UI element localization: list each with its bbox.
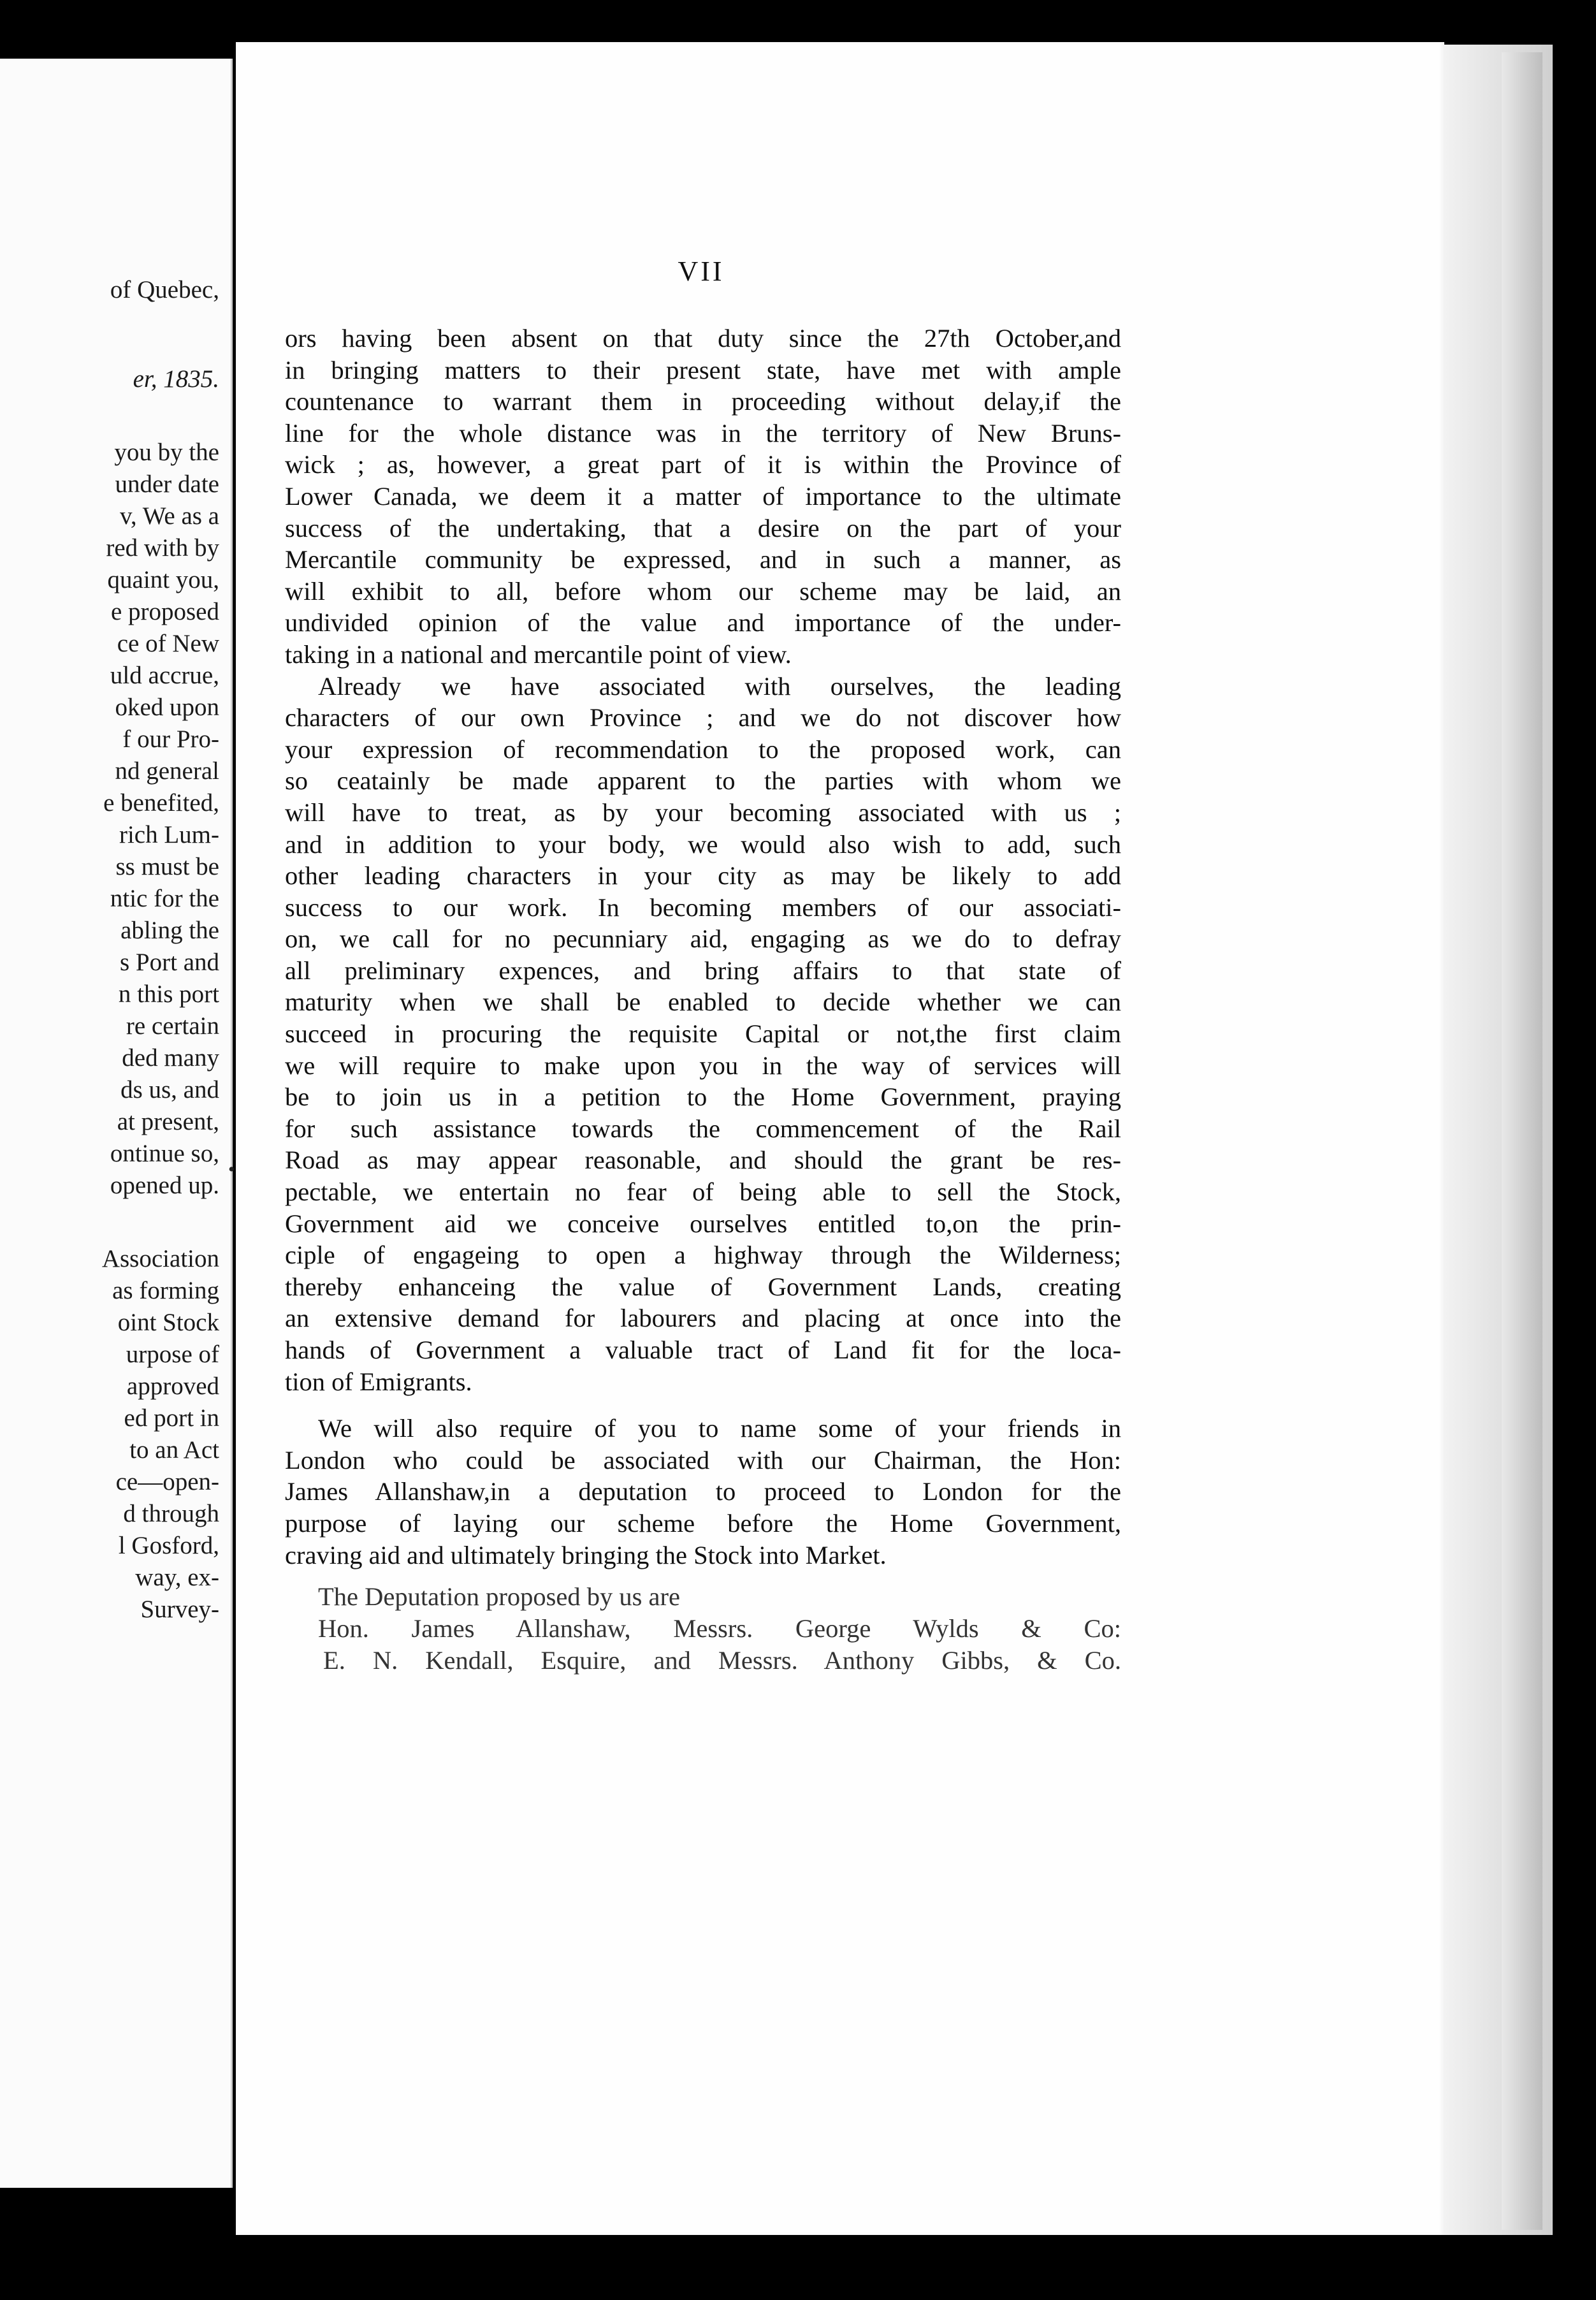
left-page-fragment: to an Act xyxy=(129,1436,219,1464)
left-page-fragment: red with by xyxy=(106,534,219,562)
left-page-fragment: ded many xyxy=(122,1044,219,1072)
left-page-fragment: opened up. xyxy=(110,1172,219,1199)
left-page-fragment: ss must be xyxy=(115,853,219,880)
left-page-fragment: at present, xyxy=(117,1108,219,1135)
text-line: thereby enhanceing the value of Government Lands, creating xyxy=(285,1272,1121,1301)
page-number: VII xyxy=(678,256,725,287)
left-page-fragment: oked upon xyxy=(115,694,219,721)
left-page-fragment: ed port in xyxy=(124,1404,219,1432)
text-line: pectable, we entertain no fear of being able to sell the Stock, xyxy=(285,1177,1121,1207)
text-line: Government aid we conceive ourselves entitled to,on the prin- xyxy=(285,1209,1121,1238)
left-page-fragment: uld accrue, xyxy=(110,662,219,689)
text-line: success to our work. In becoming members of our associati- xyxy=(285,892,1121,922)
text-line: we will require to make upon you in the way of services will xyxy=(285,1051,1121,1080)
deputation-intro: The Deputation proposed by us are xyxy=(318,1582,680,1611)
left-page-fragment: er, 1835. xyxy=(133,365,219,393)
left-page-fragment: as forming xyxy=(112,1277,219,1304)
letter-body xyxy=(285,323,1121,1571)
left-page-fragment: urpose of xyxy=(126,1341,219,1368)
left-page-fragment: Association xyxy=(101,1245,219,1272)
text-line: James Allanshaw,in a deputation to proceed to London for the xyxy=(285,1477,1121,1506)
text-line: your expression of recommendation to the proposed work, can xyxy=(285,734,1121,764)
text-line: will exhibit to all, before whom our scheme may be laid, an xyxy=(285,576,1121,606)
left-page-fragment: oint Stock xyxy=(117,1309,219,1336)
left-page-fragment: f our Pro- xyxy=(122,725,219,753)
left-page-fragment: under date xyxy=(115,470,219,498)
text-line: success of the undertaking, that a desire on the part of your xyxy=(285,513,1121,542)
text-line: will have to treat, as by your becoming associated with us ; xyxy=(285,797,1121,827)
text-line: all preliminary expences, and bring affairs to that state of xyxy=(285,956,1121,985)
text-line: for such assistance towards the commencement of the Rail xyxy=(285,1114,1121,1143)
left-page-fragment: d through xyxy=(123,1500,219,1527)
text-line: hands of Government a valuable tract of Land fit for the loca- xyxy=(285,1336,1121,1364)
left-page-fragment: abling the xyxy=(120,917,219,944)
text-line: ors having been absent on that duty since the 27th October,and xyxy=(285,324,1121,353)
text-line: purpose of laying our scheme before the Home Government, xyxy=(285,1508,1121,1538)
text-line: so ceatainly be made apparent to the parties with whom we xyxy=(285,766,1121,796)
text-line: line for the whole distance was in the territory of New Bruns- xyxy=(285,418,1121,448)
text-line: Lower Canada, we deem it a matter of importance to the ultimate xyxy=(285,481,1121,511)
left-page-fragment: l Gosford, xyxy=(118,1532,219,1559)
text-line: Road as may appear reasonable, and should the grant be res- xyxy=(285,1146,1121,1175)
text-line: countenance to warrant them in proceeding without delay,if the xyxy=(285,387,1121,416)
text-line: taking in a national and mercantile point of view. xyxy=(285,639,792,669)
left-page xyxy=(0,59,233,2188)
text-line: wick ; as, however, a great part of it is within the Province of xyxy=(285,450,1121,479)
left-page-fragment: ontinue so, xyxy=(110,1140,219,1167)
left-page-fragment: re certain xyxy=(126,1012,219,1040)
text-line: We will also require of you to name some of your friends in xyxy=(318,1414,1121,1443)
left-page-fragment: n this port xyxy=(118,980,219,1008)
left-page-fragment: ds us, and xyxy=(120,1076,219,1103)
text-line: tion of Emigrants. xyxy=(285,1367,472,1396)
text-line: on, we call for no pecunniary aid, engaging as we do to defray xyxy=(285,924,1121,954)
left-page-fragment: e proposed xyxy=(110,598,219,625)
left-page-fragment: s Port and xyxy=(120,949,219,976)
text-line: undivided opinion of the value and importance of the under- xyxy=(285,608,1121,637)
left-page-fragment: ce of New xyxy=(117,630,219,657)
text-line: an extensive demand for labourers and placing at once into the xyxy=(285,1304,1121,1333)
text-line: Already we have associated with ourselves, the leading xyxy=(318,671,1121,701)
text-line: Mercantile community be expressed, and in such a manner, as xyxy=(285,545,1121,574)
page-edge-inner xyxy=(1502,52,1542,2230)
text-line: and in addition to your body, we would also wish to add, such xyxy=(285,829,1121,859)
left-page-fragment: you by the xyxy=(114,439,219,466)
left-page-fragment: ntic for the xyxy=(110,885,219,912)
left-page-fragment: v, We as a xyxy=(119,502,219,530)
left-page-fragment: nd general xyxy=(115,757,219,785)
text-line: maturity when we shall be enabled to decide whether we can xyxy=(285,987,1121,1017)
deputation-line-1: Hon. James Allanshaw, Messrs. George Wylds & Co: xyxy=(318,1614,1121,1643)
text-line: be to join us in a petition to the Home Government, praying xyxy=(285,1082,1121,1112)
left-page-fragment: ce—open- xyxy=(115,1468,219,1496)
left-page-fragment: e benefited, xyxy=(103,789,219,817)
left-page-fragment: quaint you, xyxy=(107,566,219,593)
margin-mark: • xyxy=(228,1159,235,1180)
text-line: London who could be associated with our Chairman, the Hon: xyxy=(285,1445,1121,1474)
text-line: other leading characters in your city as may be likely to add xyxy=(285,861,1121,891)
left-page-fragment: way, ex- xyxy=(135,1564,219,1591)
text-line: characters of our own Province ; and we do not discover how xyxy=(285,703,1121,732)
text-line: craving aid and ultimately bringing the Stock into Market. xyxy=(285,1540,887,1569)
deputation-list xyxy=(285,1581,1121,1677)
left-page-fragment: approved xyxy=(126,1372,219,1400)
left-page-fragment: of Quebec, xyxy=(110,276,219,303)
text-line: ciple of engageing to open a highway through the Wilderness; xyxy=(285,1241,1121,1270)
paragraph-gap xyxy=(285,1397,1121,1413)
text-line: succeed in procuring the requisite Capital or not,the first claim xyxy=(285,1019,1121,1049)
text-line: in bringing matters to their present state, have met with ample xyxy=(285,355,1121,384)
left-page-fragment: rich Lum- xyxy=(119,821,219,848)
left-page-fragment: Survey- xyxy=(140,1596,219,1623)
deputation-line-2: E. N. Kendall, Esquire, and Messrs. Anthony Gibbs, & Co. xyxy=(323,1646,1121,1675)
